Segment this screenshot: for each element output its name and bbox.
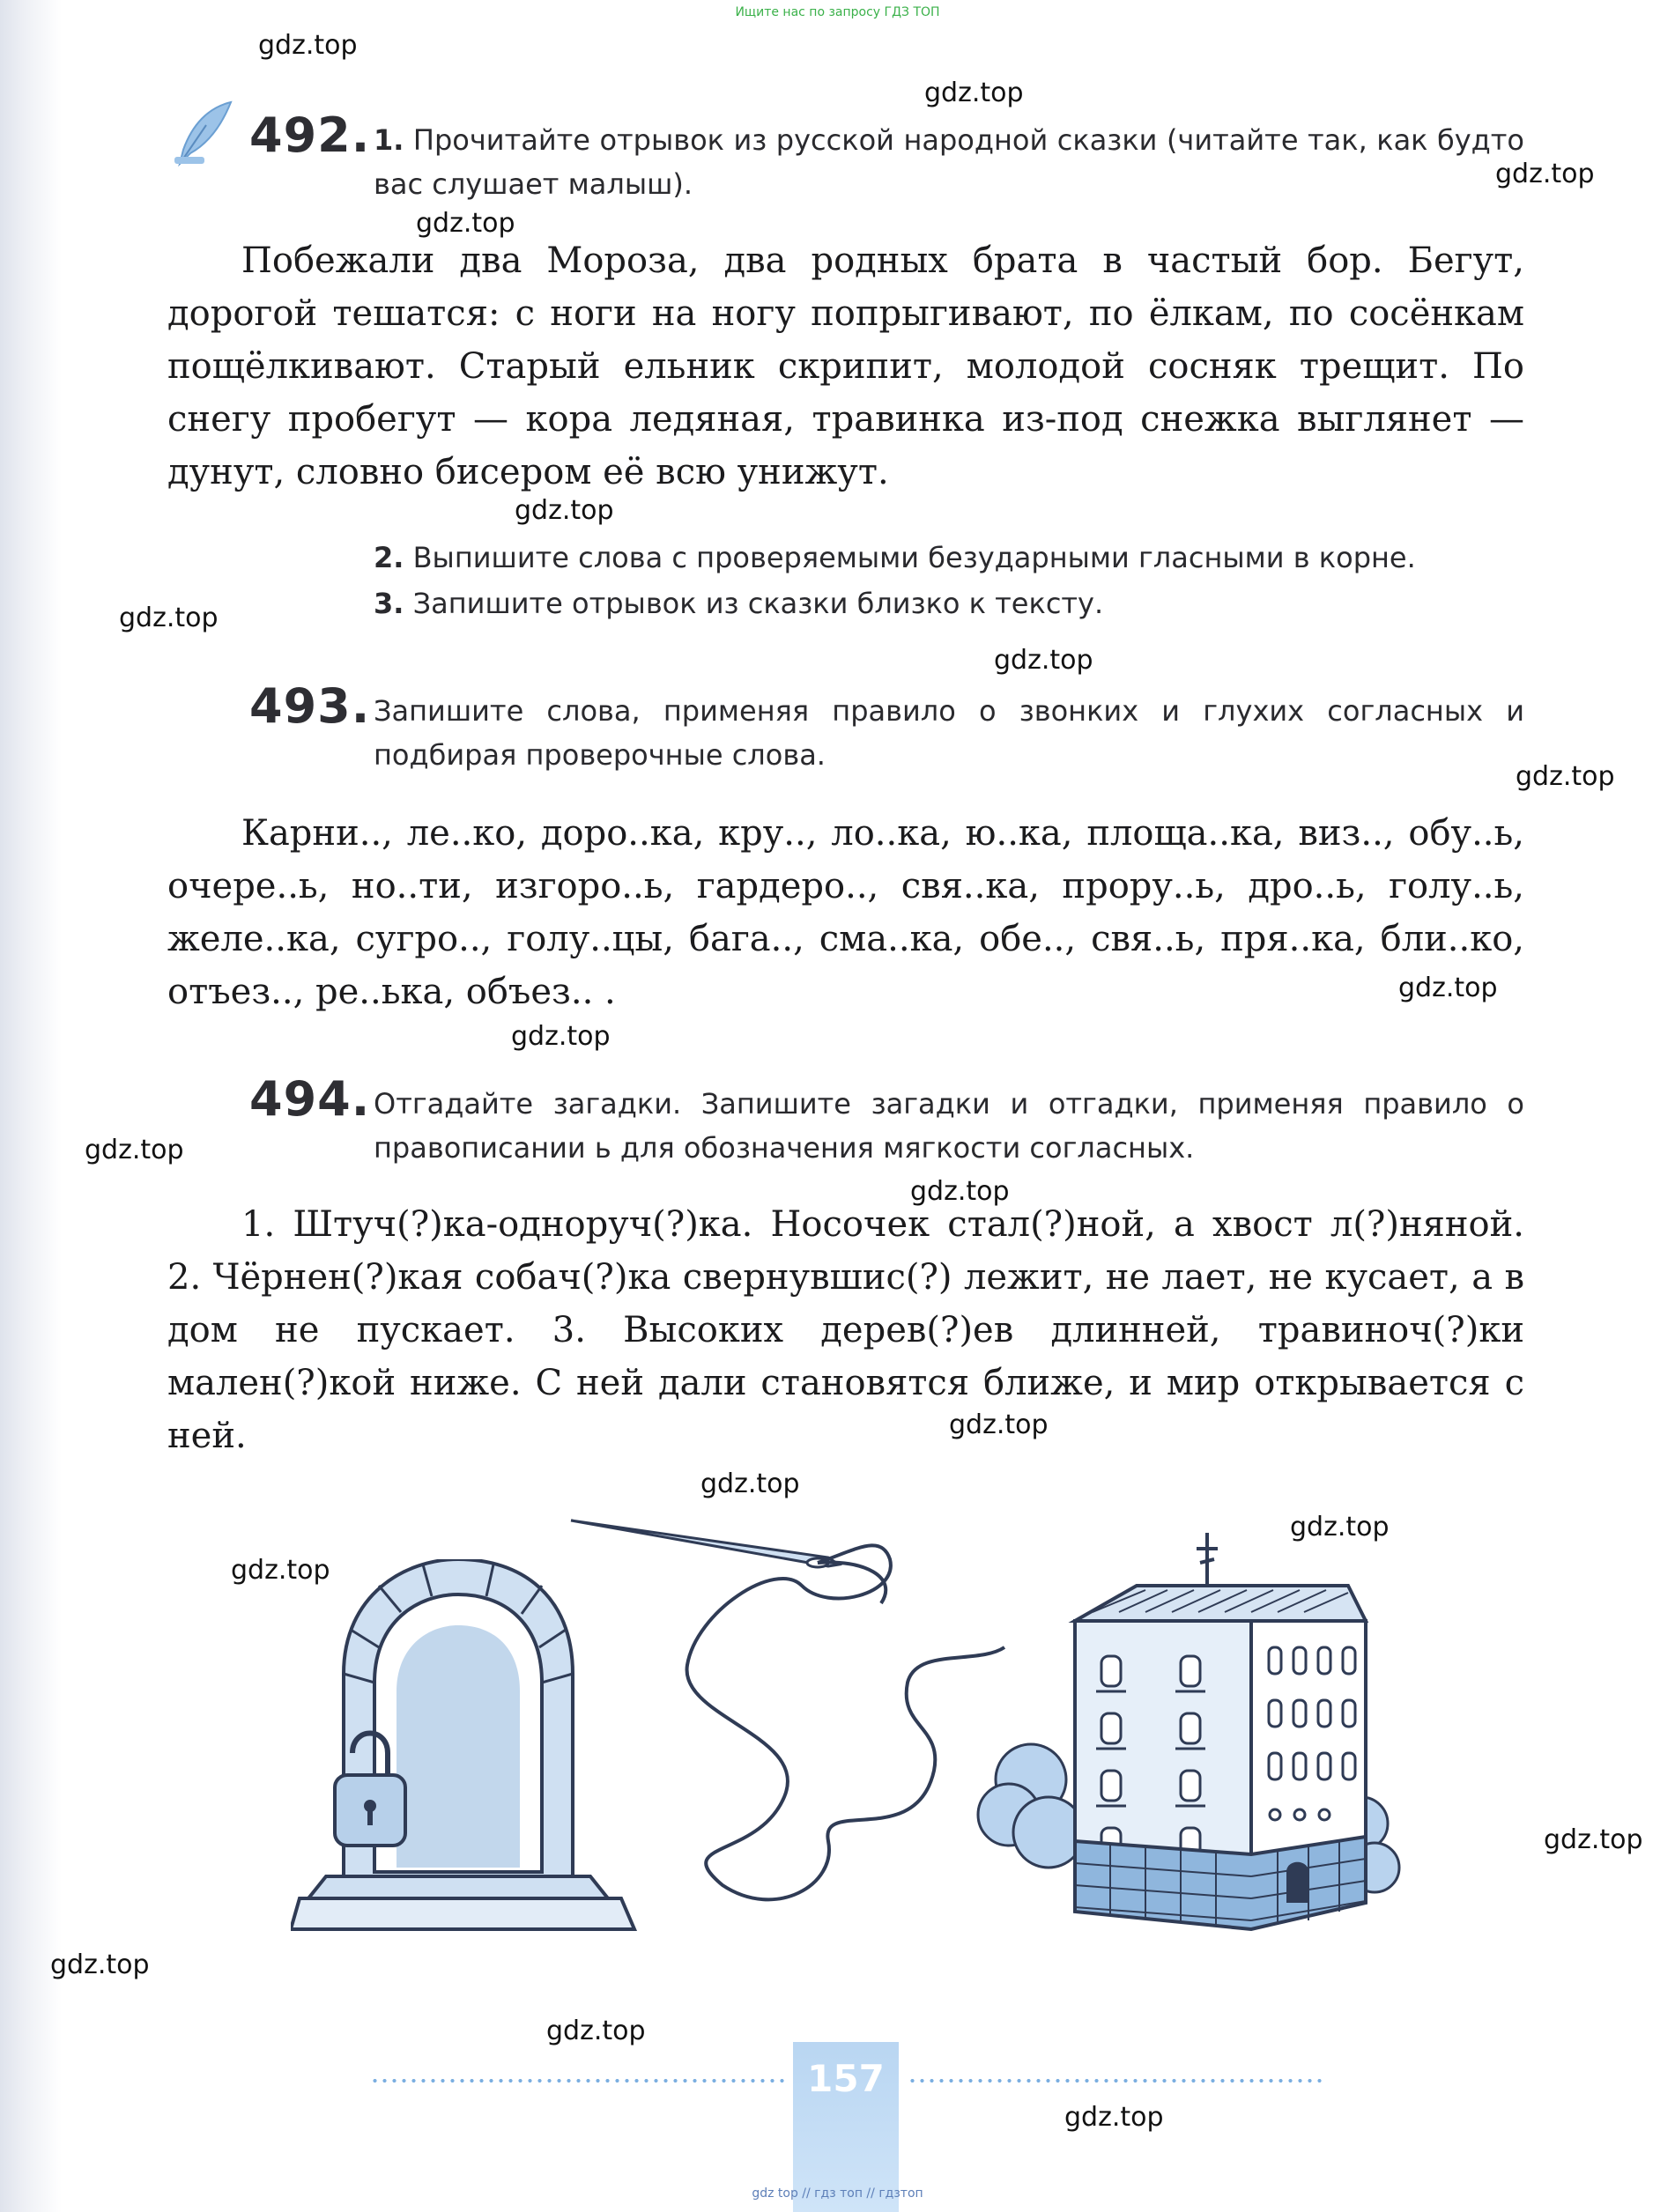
watermark: gdz.top (949, 1409, 1049, 1440)
watermark: gdz.top (515, 495, 614, 526)
fairy-tale-excerpt: Побежали два Мороза, два родных брата в частый бор. Бегут, дорогой тешатся: с ноги на ногу попрыгивают, по ёлкам, по сосёнкам пощёлкивают. Старый ельник скрипит, молодой сосняк трещит. По снегу пробегут — кора ледяная, травинка из-под снежка выглянет — дунут, словно бисером её всю унижут. (167, 240, 1524, 492)
page-number: 157 (807, 2057, 885, 2100)
exercise-494-task: Отгадайте загадки. Запишите загадки и отгадки, применяя правило о правописании ь для обозначения мягкости согласных. (374, 1087, 1524, 1165)
watermark: gdz.top (85, 1135, 184, 1165)
watermark: gdz.top (546, 2016, 646, 2046)
watermark: gdz.top (231, 1555, 330, 1586)
task-2-number: 2. (374, 541, 404, 574)
apartment-building-illustration (969, 1524, 1410, 1964)
watermark: gdz.top (1516, 761, 1615, 792)
exercise-492-text (167, 234, 1524, 499)
task-1-number: 1. (374, 123, 404, 157)
exercise-492-task-3 (374, 581, 1524, 625)
decorative-dots-right (908, 2079, 1322, 2083)
exercise-494-text (167, 1198, 1524, 1462)
watermark: gdz.top (511, 1021, 611, 1052)
watermark: gdz.top (1398, 973, 1498, 1003)
watermark: gdz.top (258, 30, 358, 61)
watermark: gdz.top (1495, 159, 1595, 189)
task-3-text: Запишите отрывок из сказки близко к тексту. (412, 587, 1104, 620)
exercise-493-text (167, 807, 1524, 1018)
watermark: gdz.top (1064, 2102, 1164, 2133)
task-1-text: Прочитайте отрывок из русской народной сказки (читайте так, как будто вас слушает малыш). (374, 123, 1525, 201)
watermark: gdz.top (1290, 1512, 1390, 1542)
exercise-493-task: Запишите слова, применяя правило о звонких и глухих согласных и подбирая проверочные слова. (374, 694, 1524, 772)
watermark: gdz.top (924, 78, 1024, 108)
riddles: 1. Штуч(?)ка-одноруч(?)ка. Носочек стал(?)ной, а хвост л(?)няной. 2. Чёрнен(?)кая собач(?)ка свернувшис(?) лежит, не лает, не кусает, а в дом не пускает. 3. Высоких дерев(?)ев длинней, травиноч(?)ки мален(?)кой ниже. С ней дали становятся ближе, и мир открывается с ней. (167, 1204, 1524, 1456)
watermark: gdz.top (416, 208, 515, 239)
word-list: Карни.., ле..ко, доро..ка, кру.., ло..ка, ю..ка, площа..ка, виз.., обу..ь, очере..ь, но..ти, изгоро..ь, гардеро.., свя..ка, прору..ь, дро..ь, голу..ь, желе..ка, сугро.., голу..цы, бага.., сма..ка, обе.., свя..ь, пря..ка, бли..ко, отъез.., ре..ька, объез.. . (167, 813, 1524, 1012)
watermark: gdz.top (700, 1469, 800, 1499)
exercise-number-494: 494. (249, 1071, 371, 1127)
exercise-492-task-1 (374, 118, 1524, 206)
watermark: gdz.top (50, 1949, 150, 1980)
header-note: Ищите нас по запросу ГДЗ ТОП (735, 5, 940, 19)
footer-note: gdz top // гдз топ // гдзтоп (752, 2186, 923, 2201)
watermark: gdz.top (119, 603, 219, 633)
watermark: gdz.top (910, 1176, 1010, 1207)
exercise-number-492: 492. (249, 107, 371, 163)
exercise-492-task-2 (374, 536, 1524, 580)
task-2-text: Выпишите слова с проверяемыми безударными гласными в корне. (412, 541, 1416, 574)
task-3-number: 3. (374, 587, 404, 620)
watermark: gdz.top (994, 645, 1093, 676)
exercise-number-493: 493. (249, 678, 371, 734)
decorative-dots-left (370, 2079, 784, 2083)
page-edge-shadow (0, 0, 62, 2212)
watermark: gdz.top (1544, 1824, 1643, 1855)
quill-pen-icon (173, 99, 234, 169)
